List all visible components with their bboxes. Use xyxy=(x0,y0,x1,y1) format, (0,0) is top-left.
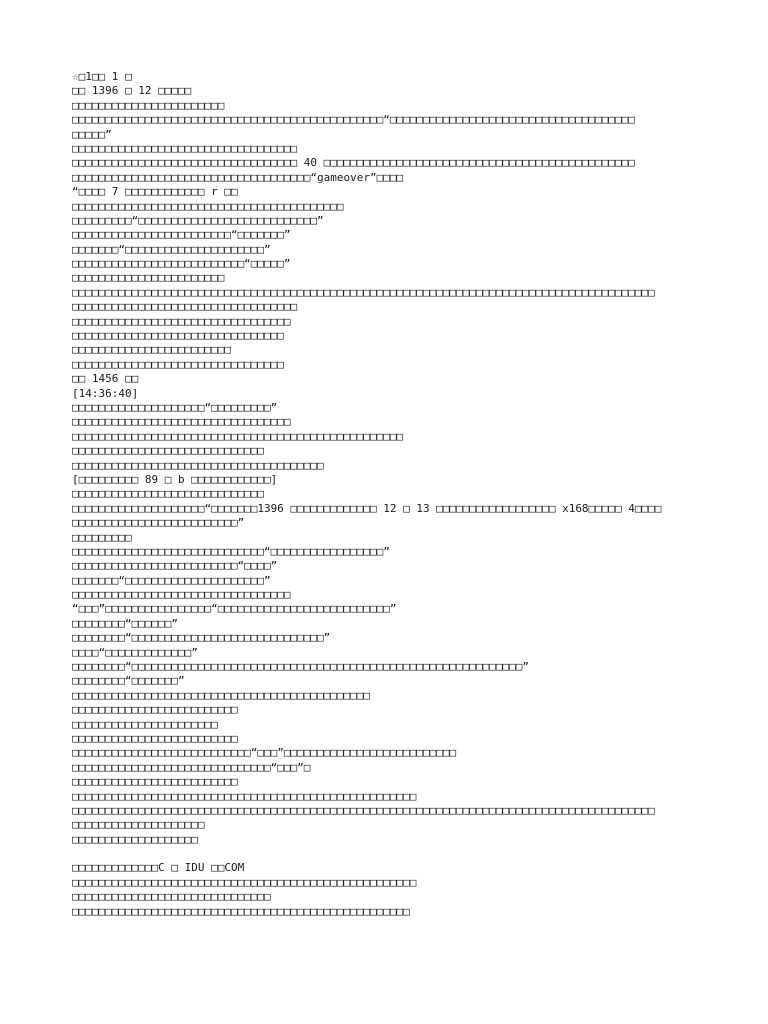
text-line: □□□□□□□□□□□□□□□□□□□□□□□□□□□□□□□□□□ 40 □□□□□□□□□□□□□□□□□□□□□□□□□□□□□□□□□□□□□□□□□□□□□□□ xyxy=(72,156,635,170)
footer-line: □□□□□□□□□□□□□□□□□□□□□□□□□□□□□□ xyxy=(72,890,271,904)
text-line: □□□□□□□□□□□□□□□□□□□□□□□□□□□□□□□□ xyxy=(72,357,284,371)
footer-line: □□□□□□□□□□□□□□□□□□□□□□□□□□□□□□□□□□□□□□□□□□□□□□□□□□□ xyxy=(72,904,410,918)
text-line: □□□□□□□□□“□□□□□□□□□□□□□□□□□□□□□□□□□□□” xyxy=(72,213,324,227)
timestamp: [14:36:40] xyxy=(72,386,139,400)
text-line: □□□□□□□□□□□□□□□□□□□□“□□□□□□□□□” xyxy=(72,400,278,414)
text-line: □□□□□” xyxy=(72,127,112,141)
text-line: □□□□□□□□□□□□□□□□□□□□□□□□□□□□□□□□□□□□□□□□□ xyxy=(72,199,344,213)
text-line: [□□□□□□□□□ 89 □ b □□□□□□□□□□□□] xyxy=(72,472,278,486)
text-line: □□□□□□□□□□□□□□□□□□□□□□□□□□□□□□□□□□□□□□□□□□□□□ xyxy=(72,688,371,702)
text-line: □□□□□□□□□□□□□□□□□□□□□□□□□□□□□ xyxy=(72,487,265,501)
text-line: □□□□□□□□□□□□□□□□□□□□□□□□□□□□□□□□□□□□□□□□□□□□□□□□□□□□□□□□□□□□□□□□□□□□□□□□□□□□□□□□□□□□□□□□ xyxy=(72,285,655,299)
text-line: □□□□□□□□□□□□□□□□□□□□□□□□□ xyxy=(72,775,238,789)
text-line: □□□□□□□□□□□□□□□□□□□□□□□□□□□□□□□□□ xyxy=(72,588,291,602)
text-line: □□ 1456 □□ xyxy=(72,372,139,386)
text-line: □□□□□□□□“□□□□□□□□□□□□□□□□□□□□□□□□□□□□□” xyxy=(72,631,331,645)
text-line: □□□□□□□□□□□□□□□□□□□□□□□□□□□□□□□□□□□□□□□□□□□□□□□□□□□□□□□□□□□□□□□□□□□□□□□□□□□□□□□□□□□□□□□□ xyxy=(72,803,655,817)
text-line: “□□□□ 7 □□□□□□□□□□□□ r □□ xyxy=(72,185,238,199)
footer-line: □□□□□□□□□□□□□C □ IDU □□COM xyxy=(72,861,245,875)
text-line: □□□□□□□□□□□□□□□□□□□□□□□□□□□□□□□□□ xyxy=(72,314,291,328)
text-line: □□□□□□□□“□□□□□□□” xyxy=(72,674,185,688)
text-line: □□□□□□□□□□□□□□□□□□□□□□□□□□□□□□□□□□□□□□□□□□□□□□□“□□□□□□□□□□□□□□□□□□□□□□□□□□□□□□□□□□□□□ xyxy=(72,113,635,127)
text-line: □□□□□□□□□□□□□□□□□□□□ xyxy=(72,818,205,832)
text-line: □□□□□□□□□□□□□□□□□□□□□□□□□□□□□□□□□□ xyxy=(72,141,298,155)
footer-line: □□□□□□□□□□□□□□□□□□□□□□□□□□□□□□□□□□□□□□□□□□□□□□□□□□□□ xyxy=(72,875,417,889)
text-line: □□□□□□□□□□□□□□□□□□□□□□□□□ xyxy=(72,703,238,717)
text-line: □□□□□□□□□□□□□□□□□□□□□□□□□□□“□□□”□□□□□□□□□□□□□□□□□□□□□□□□□□ xyxy=(72,746,457,760)
text-line: □□□□□□□□□□□□□□□□□□□□□□□□□□□□□□□□□□ xyxy=(72,300,298,314)
text-line: □□□□□□□□□□□□□□□□□□□□□□□□□“□□□□” xyxy=(72,559,278,573)
text-line: □□□□□□□□□□□□□□□□□□□□□□□□□ xyxy=(72,731,238,745)
text-line: □□□□□□□□□□□□□□□□□□□□“□□□□□□□1396 □□□□□□□□□□□□□ 12 □ 13 □□□□□□□□□□□□□□□□□□ x168□□□□□ 4□□□□ xyxy=(72,501,662,515)
text-line: □□□□□□□□□□□□□□□□□□□ xyxy=(72,832,198,846)
text-line: □□□□□□□□□ xyxy=(72,530,132,544)
text-line: □□□□□□□□□□□□□□□□□□□□□□□□ xyxy=(72,343,231,357)
text-line: □□□□□□□“□□□□□□□□□□□□□□□□□□□□□” xyxy=(72,242,271,256)
text-line: □□□□□□□□□□□□□□□□□□□□□□□□□□□□□□“□□□”□ xyxy=(72,760,311,774)
text-line: □□□□□□□□□□□□□□□□□□□□□□□□□□□□□□□□□□□□“gameover”□□□□ xyxy=(72,170,404,184)
text-line: □□□□□□□□“□□□□□□” xyxy=(72,616,178,630)
text-line: □□□□□□□□□□□□□□□□□□□□□□□□□□□□□ xyxy=(72,444,265,458)
text-line: □□□□□□□□□□□□□□□□□□□□□□□□□□□□□□□□□□□□□□ xyxy=(72,458,324,472)
text-line: □□□□□□□□□□□□□□□□□□□□□□ xyxy=(72,717,218,731)
text-line: □□□□□□□□“□□□□□□□□□□□□□□□□□□□□□□□□□□□□□□□□□□□□□□□□□□□□□□□□□□□□□□□□□□□” xyxy=(72,660,529,674)
text-line: □□□□□□□□□□□□□□□□□□□□□□□□□□□□□□□□□ xyxy=(72,415,291,429)
text-line: □□□□□□□□□□□□□□□□□□□□□□□□“□□□□□□□” xyxy=(72,228,291,242)
text-line: □□□□□□□□□□□□□□□□□□□□□□□□□□□□□□□□□□□□□□□□□□□□□□□□□□□□ xyxy=(72,789,417,803)
text-line: “□□□”□□□□□□□□□□□□□□□□“□□□□□□□□□□□□□□□□□□□□□□□□□□” xyxy=(72,602,397,616)
text-line: □□□□□□□□□□□□□□□□□□□□□□□□□□□□□“□□□□□□□□□□□□□□□□□” xyxy=(72,544,390,558)
text-line: □□□□“□□□□□□□□□□□□□” xyxy=(72,645,198,659)
text-line: ☆□1□□ 1 □ xyxy=(72,70,132,83)
text-line: □□□□□□□□□□□□□□□□□□□□□□□ xyxy=(72,271,225,285)
text-line: □□□□□□□“□□□□□□□□□□□□□□□□□□□□□” xyxy=(72,573,271,587)
document-body xyxy=(72,70,752,919)
text-line: □□□□□□□□□□□□□□□□□□□□□□□□□□□□□□□□ xyxy=(72,329,284,343)
text-line: □□□□□□□□□□□□□□□□□□□□□□□□□□“□□□□□” xyxy=(72,257,291,271)
paragraph-gap xyxy=(72,847,752,861)
text-line: □□□□□□□□□□□□□□□□□□□□□□□□□” xyxy=(72,516,245,530)
text-line: □□□□□□□□□□□□□□□□□□□□□□□ xyxy=(72,98,225,112)
text-line: □□ 1396 □ 12 □□□□□ xyxy=(72,84,192,98)
text-line: □□□□□□□□□□□□□□□□□□□□□□□□□□□□□□□□□□□□□□□□□□□□□□□□□□ xyxy=(72,429,404,443)
